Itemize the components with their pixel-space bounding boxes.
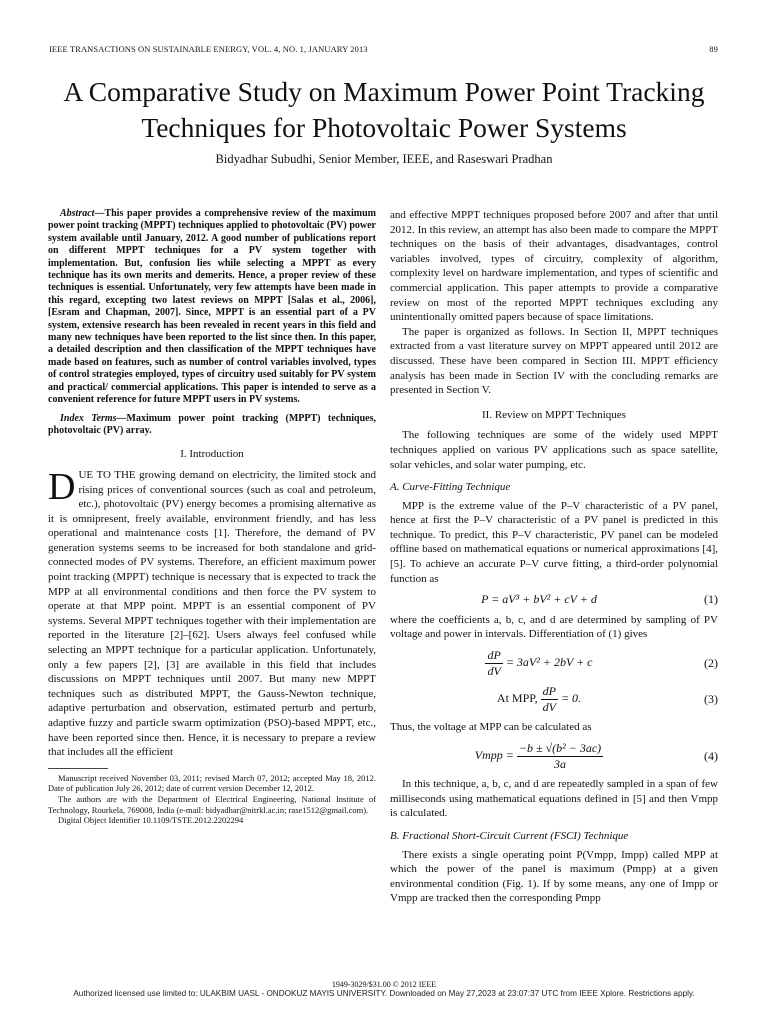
right-paragraph-3: The following techniques are some of the widely used MPPT techniques applied on various PV applications such as space satellite, solar vehicles, and solar water pumping, etc.	[390, 429, 718, 471]
drop-cap: D	[48, 465, 76, 508]
footnote-doi: Digital Object Identifier 10.1109/TSTE.2012.2202294	[58, 815, 244, 826]
issn-line: 1949-3029/$31.00 © 2012 IEEE	[331, 980, 437, 989]
footnote-rule	[48, 768, 108, 769]
eq3-numerator: dP	[542, 684, 556, 699]
right-paragraph-2: The paper is organized as follows. In Section II, MPPT techniques extracted from a vast literature survey on MPPT appeared until 2012 are discussed. These have been compared in Section III. MPPT efficiency analysis has been made in Section IV with the concluding remarks are presented in Section V.	[390, 325, 718, 397]
equation-3-fraction	[541, 684, 558, 714]
footnote-authors: The authors are with the Department of Electrical Engineering, National Institute of Technology, Rourkela, 769008, India (e-mail: bidyadhar@nitrkl.ac.in; rase1512@gmail.com).	[48, 793, 376, 815]
right-paragraph-5: where the coefficients a, b, c, and d are determined by sampling of PV voltage and power in intervals. Differentiation of (1) gives	[390, 613, 718, 641]
equation-1-number: (1)	[704, 592, 718, 607]
section-heading-introduction: I. Introduction	[180, 448, 244, 461]
equation-4-number: (4)	[704, 748, 718, 763]
equation-3	[390, 684, 718, 714]
right-column	[390, 208, 718, 906]
equation-3-body	[390, 684, 688, 714]
right-paragraph-1: and effective MPPT techniques proposed before 2007 and after that until 2012. In this review, an attempt has also been made to compare the MPPT techniques on the basis of their advantages, disadvantages, control variables involved, types of circuitry, complexity of algorithm, complexity level on hardware implementation, and types of scientific and commercial application. This paper attempts to provide a comparative review on most of the reported MPPT techniques excluding any unintentionally omitted papers because of space limitations.	[390, 209, 718, 324]
equation-3-number: (3)	[704, 692, 718, 707]
intro-text: UE TO THE growing demand on electricity, the limited stock and rising prices of conventional sources (such as coal and petroleum, etc.), photovoltaic (PV) energy becomes a promising alternative as it is omnipresent, freely available, environment friendly, and has less operational and maintenance costs [1]. Therefore, the demand of PV generation systems seems to be increased for both standalone and grid-connected modes of PV systems. Therefore, an efficient maximum power point tracking (MPPT) technique is necessary that is expected to track the MPP at all environmental conditions and then force the PV system to operate at that MPP point. MPPT is an essential component of PV systems. Several MPPT techniques together with their implementation are reported in the literature [2]–[62]. Users always feel confused while selecting an MPPT technique for a particular application. Unfortunately, only a few papers [2], [3] are available in this field that includes discussions on MPPT techniques until 2007. But many new MPPT techniques such as distributed MPPT, the Gauss-Newton technique, adaptive perturbation and observation, estimated perturb and perturb, adaptive fuzzy and particle swarm optimization (PSO)-based MPPT, etc., have been reported since then. Hence, it is necessary to prepare a review that includes all the efficient	[48, 468, 376, 759]
running-header-left: IEEE TRANSACTIONS ON SUSTAINABLE ENERGY, VOL. 4, NO. 1, JANUARY 2013	[49, 44, 368, 54]
paper-title: A Comparative Study on Maximum Power Point Tracking Techniques for Photovoltaic Power Systems	[63, 76, 705, 143]
equation-2-body	[390, 648, 688, 678]
license-notice: Authorized licensed use limited to: ULAKBIM UASL - ONDOKUZ MAYIS UNIVERSITY. Downloaded on May 27,2023 at 23:07:37 UTC from IEEE Xplore. Restrictions apply.	[73, 989, 695, 998]
eq3-denominator: dV	[542, 699, 556, 714]
right-paragraph-4: MPP is the extreme value of the P–V characteristic of a PV panel, hence at first the P–V characteristic of a PV panel is predicted in this technique. To predict, this P–V characteristic, PV panel can be modeled offline based on mathematical equations or numerical approximations [4], [5]. To achieve an accurate P–V curve fitting, a third-order polynomial function as	[390, 499, 718, 585]
footnote-manuscript: Manuscript received November 03, 2011; revised March 07, 2012; accepted May 18, 2012. Date of publication July 26, 2012; date of current version December 12, 2012.	[48, 772, 376, 794]
abstract-text: This paper provides a comprehensive review of the maximum power point tracking (MPPT) techniques applied to photovoltaic (PV) power system available until January, 2012. A good number of publications report on different MPPT techniques for a PV system together with implementation. But, confusion lies while selecting a MPPT as every technique has its own merits and demerits. Hence, a proper review of these techniques is essential. Unfortunately, very few attempts have been made in this regard, excepting two latest reviews on MPPT [Salas et al., 2006], [Esram and Chapman, 2007]. Since, MPPT is an essential part of a PV system, extensive research has been revealed in recent years in this field and many new techniques have been reported to the list since then. In this paper, a detailed description and then classification of the MPPT techniques have made based on features, such as number of control variables involved, types of control strategies employed, types of circuitry used suitably for PV system and practical/ commercial applications. This paper is intended to serve as a convenient reference for future MPPT users in PV systems.	[48, 208, 376, 406]
equation-2	[390, 648, 718, 678]
equation-4-body	[390, 741, 688, 771]
eq4-denominator: 3a	[554, 756, 567, 771]
equation-1-body: P = aV³ + bV² + cV + d	[481, 592, 597, 607]
equation-3-rhs: = 0.	[560, 691, 582, 706]
index-terms-text: Maximum power point tracking (MPPT) techniques, photovoltaic (PV) array.	[48, 412, 376, 436]
right-paragraph-8: There exists a single operating point P(Vmpp, Impp) called MPP at which the power of the panel is maximum (Pmpp) at a given environmental condition (Fig. 1). If by some means, any one of Impp or Vmpp are tracked then the corresponding Pmpp	[390, 848, 718, 905]
equation-2-fraction	[485, 648, 502, 678]
equation-4-lhs: Vmpp =	[474, 747, 514, 762]
eq2-numerator: dP	[487, 648, 501, 663]
equation-4	[390, 741, 718, 771]
section-heading-review: II. Review on MPPT Techniques	[482, 408, 626, 421]
index-terms	[48, 413, 376, 438]
equation-1	[390, 592, 718, 607]
abstract	[48, 208, 376, 407]
equation-3-lhs: At MPP,	[496, 691, 538, 706]
eq4-numerator: −b ± √(b² − 3ac)	[518, 741, 602, 755]
index-terms-label: Index Terms—	[60, 412, 127, 424]
subsection-curve-fitting: A. Curve-Fitting Technique	[390, 481, 511, 494]
right-paragraph-7: In this technique, a, b, c, and d are repeatedly sampled in a span of few milliseconds using mathematical equations defined in [5] and then Vmpp is calculated.	[390, 778, 718, 820]
eq2-denominator: dV	[487, 663, 501, 678]
equation-2-rhs: = 3aV² + 2bV + c	[505, 654, 593, 669]
left-column	[48, 208, 376, 826]
abstract-label: Abstract—	[60, 208, 105, 219]
equation-4-fraction	[517, 741, 603, 771]
right-paragraph-6: Thus, the voltage at MPP can be calculated as	[390, 721, 592, 734]
equation-2-number: (2)	[704, 655, 718, 670]
footnotes	[48, 773, 376, 826]
subsection-fsci: B. Fractional Short-Circuit Current (FSCI) Technique	[390, 829, 629, 842]
page-number: 89	[709, 44, 718, 54]
author-line: Bidyadhar Subudhi, Senior Member, IEEE, and Raseswari Pradhan	[215, 152, 553, 166]
intro-paragraph	[48, 465, 376, 760]
